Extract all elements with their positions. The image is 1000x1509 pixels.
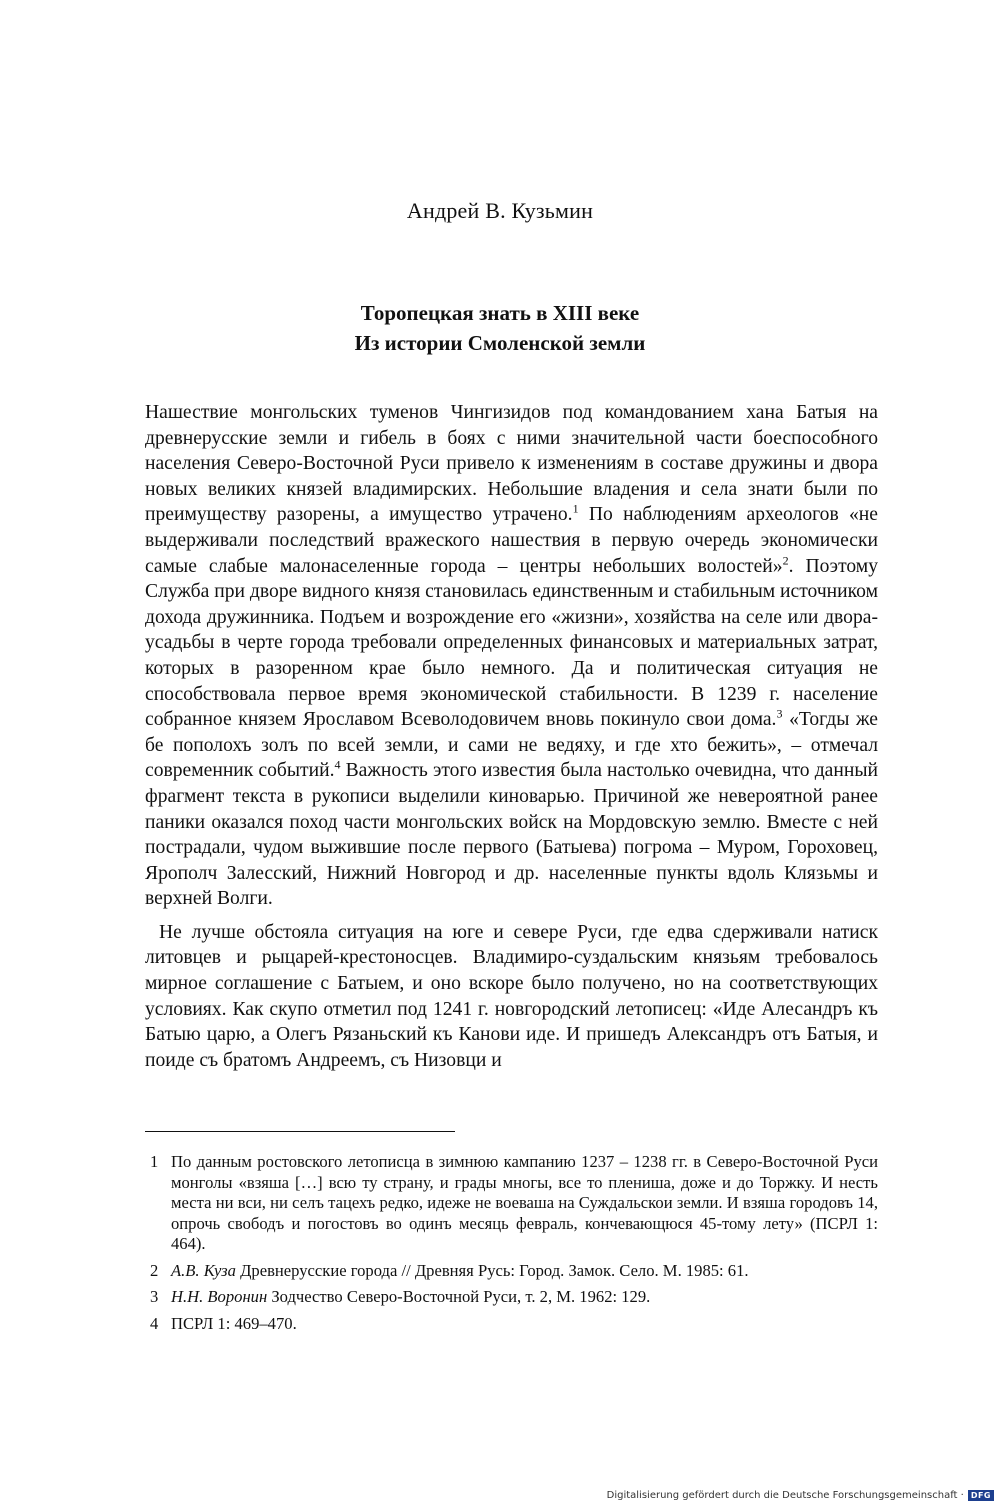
footnote-ref-2[interactable]: 2 xyxy=(782,553,789,568)
footnote-2 xyxy=(145,1261,878,1282)
footnote-text: Древнерусские города // Древняя Русь: Город. Замок. Село. М. 1985: 61. xyxy=(235,1260,749,1280)
paragraph-1-part-a: Нашествие монгольских туменов Чингизидов под командованием хана Батыя на древнерусские земли и гибель в боях с ними значительной части боеспособного населения Северо-Восточной Руси привело к изменениям в составе дружины и двора новых великих князей владимирских. Небольшие владения и села знати были по преимуществу разорены, а имущество утрачено. xyxy=(145,402,878,526)
footnote-ref-3[interactable]: 3 xyxy=(776,706,783,721)
article-title xyxy=(0,298,1000,358)
dfg-logo-icon: DFG xyxy=(968,1490,994,1501)
footnote-author: А.В. Куза xyxy=(171,1260,236,1280)
paragraph-1-part-c: . Поэтому Служба при дворе видного князя становилась единственным и стабильным источником дохода дружинника. Подъем и возрождение его «жизни», хозяйства на селе или двора-усадьбы в черте города требовали определенных финансовых и материальных затрат, которых в разоренном крае было немного. Да и политическая ситуация не способствовала первое время экономической стабильности. В 1239 г. население собранное князем Ярославом Всеволодовичем вновь покинуло свои дома. xyxy=(145,555,878,731)
footnote-text: По данным ростовского летописца в зимнюю кампанию 1237 – 1238 гг. в Северо-Восточной Руси монголы «взяша […] всю ту страну, и грады многы, все то плениша, доже и до Торжку. И несть места ни вси, ни селъ тацехъ редко, идеже не воеваша на Суждальскои земли. И взяша городовъ 14, опрочь свободъ и погостовъ во одинъ месяць февраль, кончевающюся 45-тому лету» (ПСРЛ 1: 464). xyxy=(171,1152,878,1253)
footer-text: Digitalisierung gefördert durch die Deutsche Forschungsgemeinschaft · xyxy=(606,1490,964,1501)
footnote-number: 1 xyxy=(150,1152,159,1171)
title-line-1: Торопецкая знать в XIII веке xyxy=(360,301,640,325)
footnote-author: Н.Н. Воронин xyxy=(171,1287,268,1306)
paragraph-2: Не лучше обстояла ситуация на юге и севере Руси, где едва сдерживали натиск литовцев и рыцарей-крестоносцев. Владимиро-суздальским князьям требовалось мирное соглашение с Батыем, и оно вскоре было получено, но на соответствующих условиях. Как скупо отметил под 1241 г. новгородский летописец: «Иде Алесандръ къ Батыю царю, а Олегъ Рязаньский къ Канови иде. И пришедъ Александръ отъ Батыя, и поиде съ братомъ Андреемъ, съ Низовци и xyxy=(145,921,878,1071)
digitization-footer xyxy=(607,1490,994,1501)
author-name: Андрей В. Кузьмин xyxy=(406,198,594,223)
footnote-number: 4 xyxy=(150,1313,159,1333)
footnote-text: Зодчество Северо-Восточной Руси, т. 2, М. 1962: 129. xyxy=(267,1287,651,1306)
footnote-number: 3 xyxy=(150,1287,159,1306)
footnote-ref-1[interactable]: 1 xyxy=(572,501,579,516)
footnotes xyxy=(145,1152,878,1340)
footnote-ref-4[interactable]: 4 xyxy=(334,757,341,772)
paragraph-1-part-e: Важность этого известия была настолько очевидна, что данный фрагмент текста в рукописи выделили киноварью. Причиной же невероятной ранее паники оказался поход части монгольских войск на Мордовскую землю. Вместе с ней пострадали, чудом выжившие после первого (Батыева) погрома – Муром, Гороховец, Ярополч Залесский, Нижний Новгород и др. населенные пункты вдоль Клязьмы и верхней Волги. xyxy=(145,760,878,910)
paragraph-1 xyxy=(145,400,878,912)
footnote-1 xyxy=(145,1152,878,1255)
title-line-2: Из истории Смоленской земли xyxy=(354,331,646,355)
paragraph-1-part-d: «Тогды же бе пополохъ золъ по всей земли, и сами не ведяху, и где хто бежить», – отмечал современник событий. xyxy=(145,709,878,782)
body-text xyxy=(145,400,878,1073)
paragraph-1-part-b: По наблюдениям археологов «не выдерживали последствий вражеского нашествия в первую очередь экономически самые слабые малонаселенные города – центры небольших волостей» xyxy=(145,504,878,577)
footnote-text: ПСРЛ 1: 469–470. xyxy=(171,1313,297,1333)
footnote-divider xyxy=(145,1131,455,1132)
footnote-number: 2 xyxy=(150,1260,159,1280)
footnote-3 xyxy=(145,1287,878,1308)
footnote-4 xyxy=(145,1314,878,1335)
